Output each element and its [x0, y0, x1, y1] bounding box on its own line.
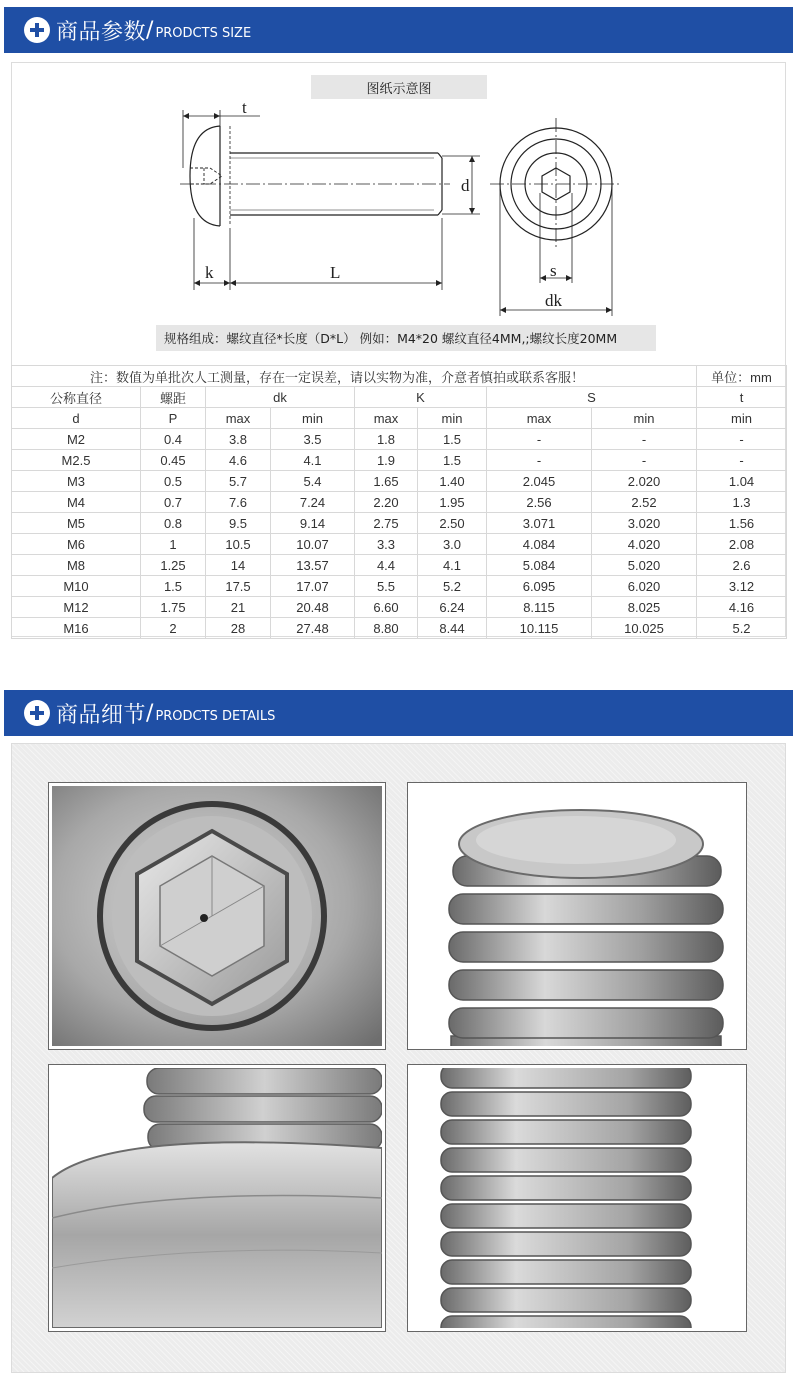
table-cell: 3.0	[418, 534, 487, 555]
table-cell: 4.020	[592, 534, 697, 555]
table-row	[12, 450, 787, 471]
table-cell: 1.65	[355, 471, 418, 492]
table-cell: 3.3	[355, 534, 418, 555]
table-cell: 2.75	[355, 513, 418, 534]
table-cell: -	[697, 429, 787, 450]
header-cell: min	[592, 408, 697, 429]
photo-thread-end	[407, 782, 747, 1050]
table-cell: 10.025	[592, 618, 697, 639]
plus-circle-icon	[24, 17, 50, 43]
header-cell: S	[487, 387, 697, 408]
table-cell: 8.80	[355, 618, 418, 639]
label-d: d	[461, 176, 470, 195]
table-row	[12, 576, 787, 597]
table-cell: 5.2	[418, 576, 487, 597]
head-underside-image	[52, 1068, 382, 1328]
header-cell: K	[355, 387, 487, 408]
table-cell: M16	[12, 618, 141, 639]
table-cell: 4.16	[697, 597, 787, 618]
table-row	[12, 618, 787, 639]
header-cell: max	[487, 408, 592, 429]
label-dk: dk	[545, 291, 562, 310]
label-s: s	[550, 261, 557, 280]
table-cell: 8.025	[592, 597, 697, 618]
thread-closeup-image	[411, 1068, 743, 1328]
table-cell: 5.7	[206, 471, 271, 492]
table-cell: 20.48	[271, 597, 355, 618]
table-cell: 3.071	[487, 513, 592, 534]
table-row	[12, 513, 787, 534]
screw-drawing	[150, 98, 640, 323]
photo-thread-closeup	[407, 1064, 747, 1332]
table-cell: 6.020	[592, 576, 697, 597]
table-cell: 5.4	[271, 471, 355, 492]
section-title-sep: /	[146, 700, 154, 726]
table-cell: 17.5	[206, 576, 271, 597]
table-row	[12, 471, 787, 492]
table-cell: 4.084	[487, 534, 592, 555]
table-cell: M3	[12, 471, 141, 492]
header-cell: d	[12, 408, 141, 429]
header-cell: 螺距	[141, 387, 206, 408]
table-row	[12, 429, 787, 450]
table-cell: 0.7	[141, 492, 206, 513]
plus-circle-icon	[24, 700, 50, 726]
table-cell: 1.5	[418, 450, 487, 471]
header-cell: min	[697, 408, 787, 429]
diagram-title: 图纸示意图	[311, 75, 487, 99]
section-banner-details	[4, 690, 793, 736]
table-cell: 2.52	[592, 492, 697, 513]
table-cell: -	[697, 450, 787, 471]
table-row	[12, 597, 787, 618]
table-cell: 2.020	[592, 471, 697, 492]
table-unit: 单位：mm	[697, 366, 787, 387]
table-cell: 1.56	[697, 513, 787, 534]
photo-hex-socket	[48, 782, 386, 1050]
table-cell: M6	[12, 534, 141, 555]
table-cell: -	[487, 450, 592, 471]
header-cell: max	[355, 408, 418, 429]
table-cell: M5	[12, 513, 141, 534]
section-title-en: PRODCTS DETAILS	[155, 708, 276, 724]
table-cell: 1	[141, 534, 206, 555]
header-cell: t	[697, 387, 787, 408]
table-cell: 8.115	[487, 597, 592, 618]
table-cell: 2.045	[487, 471, 592, 492]
table-cell: 1.40	[418, 471, 487, 492]
table-row	[12, 492, 787, 513]
section-title-en: PRODCTS SIZE	[155, 25, 252, 41]
section-title-sep: /	[146, 17, 154, 43]
table-cell: 5.020	[592, 555, 697, 576]
table-row	[12, 534, 787, 555]
table-cell: 2.20	[355, 492, 418, 513]
table-cell: 27.48	[271, 618, 355, 639]
table-cell: 5.2	[697, 618, 787, 639]
table-cell: 2.56	[487, 492, 592, 513]
header-cell: dk	[206, 387, 355, 408]
table-cell: 21	[206, 597, 271, 618]
table-cell: 1.5	[141, 576, 206, 597]
table-cell: -	[592, 429, 697, 450]
table-cell: 0.45	[141, 450, 206, 471]
header-cell: P	[141, 408, 206, 429]
table-cell: 10.5	[206, 534, 271, 555]
table-note-row	[12, 366, 787, 387]
table-cell: 8.44	[418, 618, 487, 639]
table-cell: 9.14	[271, 513, 355, 534]
table-cell: 7.24	[271, 492, 355, 513]
table-cell: 5.5	[355, 576, 418, 597]
table-cell: 5.084	[487, 555, 592, 576]
spec-format-note: 规格组成：螺纹直径*长度（D*L） 例如：M4*20 螺纹直径4MM,;螺纹长度20MM	[156, 325, 656, 351]
table-cell: 1.95	[418, 492, 487, 513]
table-cell: -	[487, 429, 592, 450]
table-cell: 1.75	[141, 597, 206, 618]
table-cell: 1.3	[697, 492, 787, 513]
thread-end-image	[411, 786, 743, 1046]
table-cell: 14	[206, 555, 271, 576]
table-cell: 3.8	[206, 429, 271, 450]
table-header-row-2	[12, 408, 787, 429]
table-cell: M4	[12, 492, 141, 513]
section-banner-size	[4, 7, 793, 53]
table-cell: 4.4	[355, 555, 418, 576]
table-cell: 1.8	[355, 429, 418, 450]
table-cell: 3.020	[592, 513, 697, 534]
hex-socket-image	[52, 786, 382, 1046]
table-cell: M8	[12, 555, 141, 576]
table-cell: 2.50	[418, 513, 487, 534]
table-cell: M2.5	[12, 450, 141, 471]
table-cell: M2	[12, 429, 141, 450]
table-cell: 1.04	[697, 471, 787, 492]
label-t: t	[242, 98, 247, 117]
spec-table	[11, 365, 787, 639]
table-note: 注：数值为单批次人工测量，存在一定误差，请以实物为准，介意者慎拍或联系客服！	[12, 366, 697, 387]
table-row	[12, 555, 787, 576]
table-cell: 17.07	[271, 576, 355, 597]
header-cell: max	[206, 408, 271, 429]
section-title-cn: 商品参数	[56, 19, 147, 45]
table-cell: 3.5	[271, 429, 355, 450]
header-cell: min	[418, 408, 487, 429]
table-cell: M10	[12, 576, 141, 597]
header-cell: 公称直径	[12, 387, 141, 408]
table-cell: 10.115	[487, 618, 592, 639]
screw-head-outline	[190, 126, 220, 226]
table-cell: 3.12	[697, 576, 787, 597]
table-cell: 7.6	[206, 492, 271, 513]
label-L: L	[330, 263, 341, 282]
table-cell: 6.24	[418, 597, 487, 618]
table-cell: 0.4	[141, 429, 206, 450]
table-cell: 4.1	[271, 450, 355, 471]
section-title-cn: 商品细节	[56, 702, 147, 728]
table-cell: 0.8	[141, 513, 206, 534]
table-cell: 4.6	[206, 450, 271, 471]
table-cell: 28	[206, 618, 271, 639]
table-cell: 2	[141, 618, 206, 639]
table-cell: -	[592, 450, 697, 471]
table-cell: 1.25	[141, 555, 206, 576]
table-cell: 13.57	[271, 555, 355, 576]
table-cell: 0.5	[141, 471, 206, 492]
label-k: k	[205, 263, 214, 282]
photo-head-underside	[48, 1064, 386, 1332]
table-cell: 6.095	[487, 576, 592, 597]
table-cell: 2.6	[697, 555, 787, 576]
table-cell: 6.60	[355, 597, 418, 618]
table-cell: 4.1	[418, 555, 487, 576]
table-cell: 10.07	[271, 534, 355, 555]
table-cell: 2.08	[697, 534, 787, 555]
table-cell: M12	[12, 597, 141, 618]
table-header-row-1	[12, 387, 787, 408]
table-cell: 1.5	[418, 429, 487, 450]
header-cell: min	[271, 408, 355, 429]
table-cell: 9.5	[206, 513, 271, 534]
table-cell: 1.9	[355, 450, 418, 471]
